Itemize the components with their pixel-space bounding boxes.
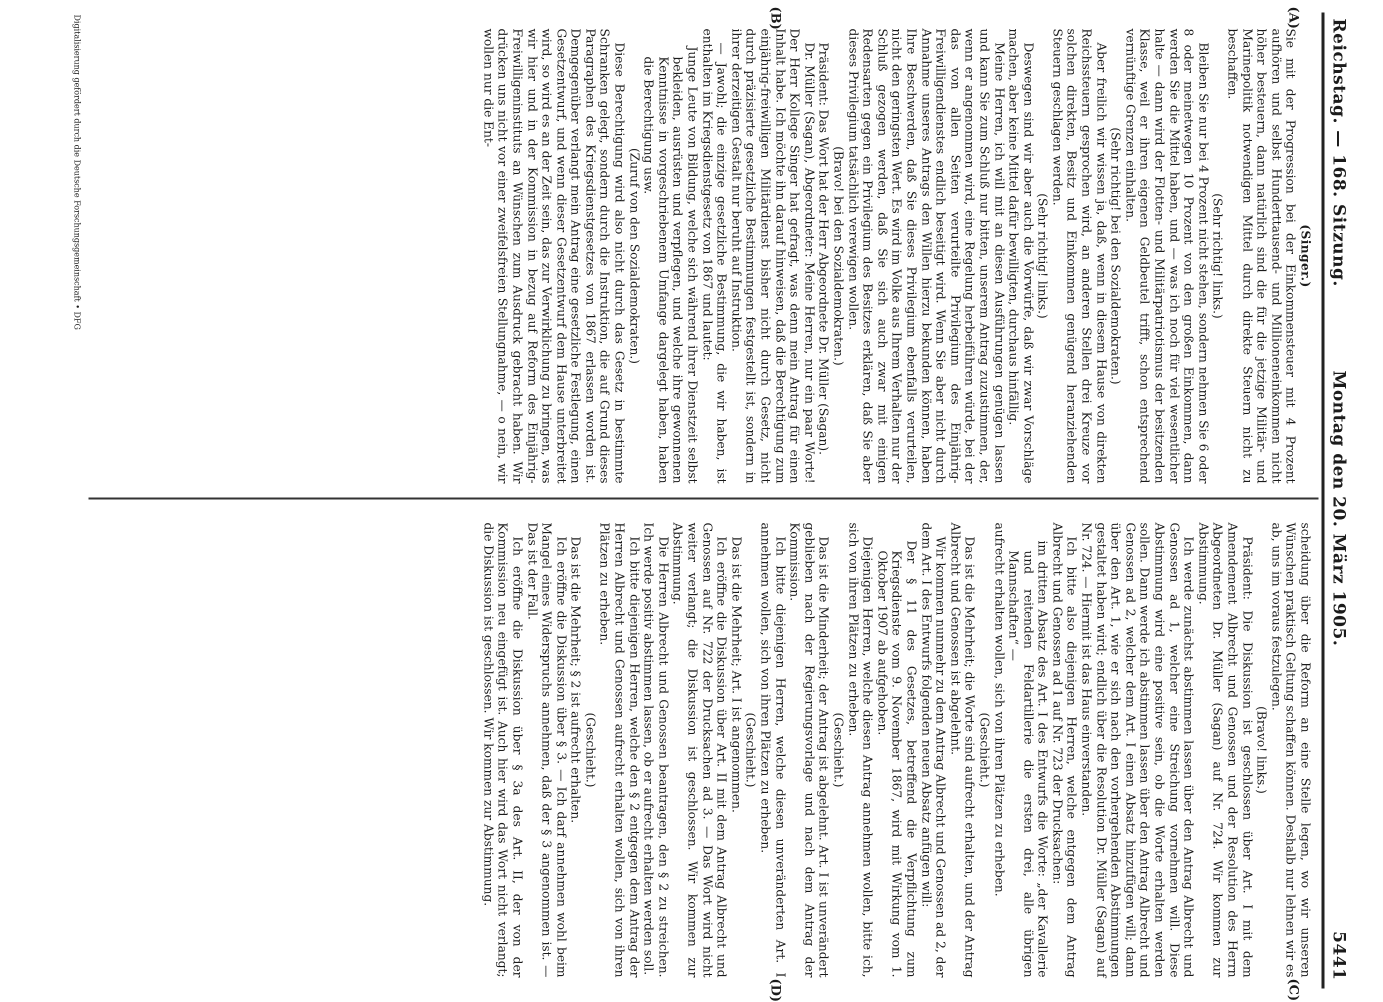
paragraph: Ich eröffne die Diskussion über § 3. — Ich darf annehmen wohl beim Mangel eines Widerspruchs annehmen, daß der § 3 angenommen ist. — Das ist der Fall. <box>524 523 568 978</box>
paragraph: Ich eröffne die Diskussion über Art. II mit dem Antrag Albrecht und Genossen auf Nr. 722 der Drucksachen ad 3. — Das Wort wird nicht weiter verlangt; die Diskussion ist geschlossen. Wir kommen zur Abstimmung. <box>670 523 728 978</box>
right-column <box>481 523 1313 978</box>
speaker-tag: (Singer.) <box>1298 29 1313 484</box>
paragraph: Präsident: Die Diskussion ist geschlossen über Art. I mit dem Amendement Albrecht und Genossen und der Resolution des Herrn Abgeordneten Dr. Müller (Sagan) auf Nr. 724. Wir kommen zur Abstimmung. <box>1196 523 1254 978</box>
paragraph: Präsident: Das Wort hat der Herr Abgeordnete Dr. Müller (Sagan). <box>816 29 831 484</box>
header-rule <box>1322 13 1325 989</box>
paragraph: Diejenigen Herren, welche diesen Antrag annehmen wollen, bitte ich, sich von ihren Plätzen zu erheben. <box>846 523 875 978</box>
quotation: Junge Leute von Bildung, welche sich während ihrer Dienstzeit selbst bekleiden, ausrüsten und verpflegen, und welche ihre gewonnenen Kenntnisse in vorgeschriebenem Umfange dargelegt haben, haben die Berechtigung usw. <box>641 29 699 484</box>
quotation: im dritten Absatz des Art. I des Entwurfs die Worte: „der Kavallerie und reitenden Feldartillerie die ersten drei, alle übrigen Mannschaften“ — <box>1006 523 1050 978</box>
interjection: (Sehr richtig! bei den Sozialdemokraten.) <box>1108 29 1123 484</box>
page-number: 5441 <box>1329 931 1349 980</box>
margin-marker-d: (D) <box>768 979 783 1002</box>
margin-marker-c: (C) <box>1286 979 1301 1002</box>
page-header <box>1321 1 1351 1001</box>
paragraph: Sie mit der Progression bei der Einkommensteuer mit 4 Prozent aufhören und selbst Hunderttausend- und Millioneneinkommen nicht höher besteuern, dann natürlich sind die für die jetzige Militär- und Marinepolitik notwendigen Mittel durch direkte Steuern nicht zu beschaffen. <box>1225 29 1298 484</box>
digitization-footer: Digitalisierung gefördert durch die Deutsche Forschungsgemeinschaft • DFG <box>73 15 82 330</box>
interjection: (Sehr richtig! links.) <box>1210 29 1225 484</box>
paragraph: aufrecht erhalten wollen, sich von ihren Plätzen zu erheben. <box>991 523 1006 978</box>
paragraph: — Jawohl; die einzige gesetzliche Bestimmung, die wir haben, ist enthalten im Kriegsdienstgesetz von 1867 und lautet: <box>700 29 729 484</box>
paragraph: Ich bitte also diejenigen Herren, welche entgegen dem Antrag Albrecht und Genossen ad 1 auf Nr. 723 der Drucksachen: <box>1050 523 1079 978</box>
header-center: Montag den 20. März 1905. <box>1329 371 1349 647</box>
interjection: (Sehr richtig! links.) <box>1035 29 1050 484</box>
paragraph: Dr. Müller (Sagan), Abgeordneter: Meine Herren, nur ein paar Worte! Der Herr Kollege Singer hat gefragt, was denn mein Antrag für einen Inhalt habe. Ich möchte ihn darauf hinweisen, daß die Berechtigung zum einjährig-freiwilligen Militärdienst bisher nicht durch Gesetz, nicht durch präzisierte gesetzliche Bestimmungen festgestellt ist, sondern in ihrer derzeitigen Gestalt nur beruht auf Instruktion. <box>729 29 817 484</box>
paragraph: Deswegen sind wir aber auch die Vorwürfe, daß wir zwar Vorschläge machen, aber keine Mittel dafür bewilligten, durchaus hinfällig. <box>1006 29 1035 484</box>
interjection: (Geschieht.) <box>583 523 598 978</box>
margin-marker-b: (B) <box>768 7 783 30</box>
paragraph: scheidung über die Reform an eine Stelle legen, wo wir unseren Wünschen praktisch Geltung schaffen können. Deshalb nur lehnen wir es ab, uns im voraus festzulegen. <box>1269 523 1313 978</box>
interjection: (Bravo! bei den Sozialdemokraten.) <box>831 29 846 484</box>
interjection: (Zuruf von den Sozialdemokraten.) <box>627 29 642 484</box>
interjection: (Bravo! links.) <box>1254 523 1269 978</box>
paragraph: Die Herren Albrecht und Genossen beantragen, den § 2 zu streichen. Ich werde positiv abstimmen lassen, ob er aufrecht erhalten werden soll. <box>641 523 670 978</box>
interjection: (Geschieht.) <box>743 523 758 978</box>
paragraph: Ich bitte diejenigen Herren, welche diesen unveränderten Art. I annehmen wollen, sich von ihren Plätzen zu erheben. <box>758 523 787 978</box>
paragraph: Ich bitte diejenigen Herren, welche den § 2 entgegen dem Antrag der Herren Albrecht und Genossen aufrecht erhalten wollen, sich von ihren Plätzen zu erheben. <box>597 523 641 978</box>
column-divider <box>89 498 1319 500</box>
paragraph: Wir kommen nunmehr zu dem Antrag Albrecht und Genossen ad 2, der dem Art. I des Entwurfs folgenden neuen Absatz anfügen will: <box>918 523 947 978</box>
margin-marker-a: (A) <box>1286 7 1301 29</box>
interjection: (Geschieht.) <box>831 523 846 978</box>
left-column <box>481 29 1313 484</box>
paragraph: Bleiben Sie nur bei 4 Prozent nicht stehen, sondern nehmen Sie 6 oder 8 oder meinetwegen 10 Prozent von den großen Einkommen, dann werden Sie die Mittel haben, und — was ich noch für viel wesentlicher halte — dann wird der Flotten- und Militärpatriotismus der besitzenden Klasse, weil er ihren eigenen Geldbeutel trifft, schon entsprechend vernünftige Grenzen einhalten. <box>1123 29 1211 484</box>
paragraph: Ich eröffne die Diskussion über § 3a des Art. II, der von der Kommission neu eingefügt ist. Auch hier wird das Wort nicht verlangt; die Diskussion ist geschlossen. Wir kommen zur Abstimmung. <box>481 523 525 978</box>
header-left: Reichstag. — 168. Sitzung. <box>1329 19 1349 287</box>
paragraph: Das ist die Mehrheit; § 2 ist aufrecht erhalten. <box>568 523 583 978</box>
paragraph: Ich werde zunächst abstimmen lassen über den Antrag Albrecht und Genossen ad 1, welcher eine Streichung vornehmen will. Diese Abstimmung wird eine positive sein, ob die Worte erhalten werden sollen. Dann werde ich abstimmen lassen über den Antrag Albrecht und Genossen ad 2, welcher dem Art. I einen Absatz hinzufügen will; dann über den Art. 1, wie er sich nach den vorhergehenden Abstimmungen gestaltet haben wird; endlich über die Resolution Dr. Müller (Sagan) auf Nr. 724. — Hiermit ist das Haus einverstanden. <box>1079 523 1196 978</box>
paragraph: Diese Berechtigung wird also nicht durch das Gesetz in bestimmte Schranken gelegt, sondern durch die Instruktion, die auf Grund dieses Paragraphen des Kriegsdienstgesetzes von 1867 erlassen worden ist. Demgegenüber verlangt mein Antrag eine gesetzliche Festlegung, einen Gesetzentwurf, und wenn dieser Gesetzentwurf dem Hause unterbreitet wird, so wird es an der Zeit sein, das zur Verwirklichung zu bringen, was wir hier und in der Kommission in bezug auf Reform des Einjährig-Freiwilligeninstituts an Wünschen zum Ausdruck gebracht haben. Wir drücken uns nicht vor einer zweifelsfreien Stellungnahme, — o nein, wir wollen nur die Ent- <box>481 29 627 484</box>
paragraph: Meine Herren, ich will mit an diesen Ausführungen genügen lassen und kann Sie zum Schluß nur bitten, unserem Antrag zuzustimmen, der, wenn er angenommen wird, eine Regelung herbeiführen würde, bei der das von allen Seiten verurteilte Privilegium des Einjährig-Freiwilligendienstes endlich beseitigt wird. Wenn Sie aber nicht durch Annahme unseres Antrags den Willen hierzu bekunden können, haben Ihre Beschwerden, daß Sie dieses Privilegium ebenfalls verurteilen, nicht den geringsten Wert. Es wird im Volke aus Ihrem Verhalten nur der Schluß gezogen werden, daß Sie sich auch zwar mit einigen Redensarten gegen ein Privilegium des Besitzes erklären, daß Sie aber dieses Privilegium tatsächlich verewigen wollen. <box>846 29 1007 484</box>
interjection: (Geschieht.) <box>977 523 992 978</box>
scanned-page <box>0 1 1383 1001</box>
paragraph: Das ist die Minderheit; der Antrag ist abgelehnt. Art. I ist unverändert geblieben nach der Regierungsvorlage und nach dem Antrag der Kommission. <box>787 523 831 978</box>
paragraph: Das ist die Mehrheit; die Worte sind aufrecht erhalten, und der Antrag Albrecht und Genossen ist abgelehnt. <box>948 523 977 978</box>
quotation: Der § 11 des Gesetzes, betreffend die Verpflichtung zum Kriegsdienste vom 9. November 1867, wird mit Wirkung vom 1. Oktober 1907 ab aufgehoben. <box>875 523 919 978</box>
paragraph: Das ist die Mehrheit; Art. I ist angenommen. <box>729 523 744 978</box>
paragraph: Aber freilich wir wissen ja, daß, wenn in diesem Hause von direkten Reichssteuern gesprochen wird, an anderen Stellen drei Kreuze vor solchen direkten, Besitz und Einkommen genügend heranziehenden Steuern geschlagen werden. <box>1050 29 1108 484</box>
